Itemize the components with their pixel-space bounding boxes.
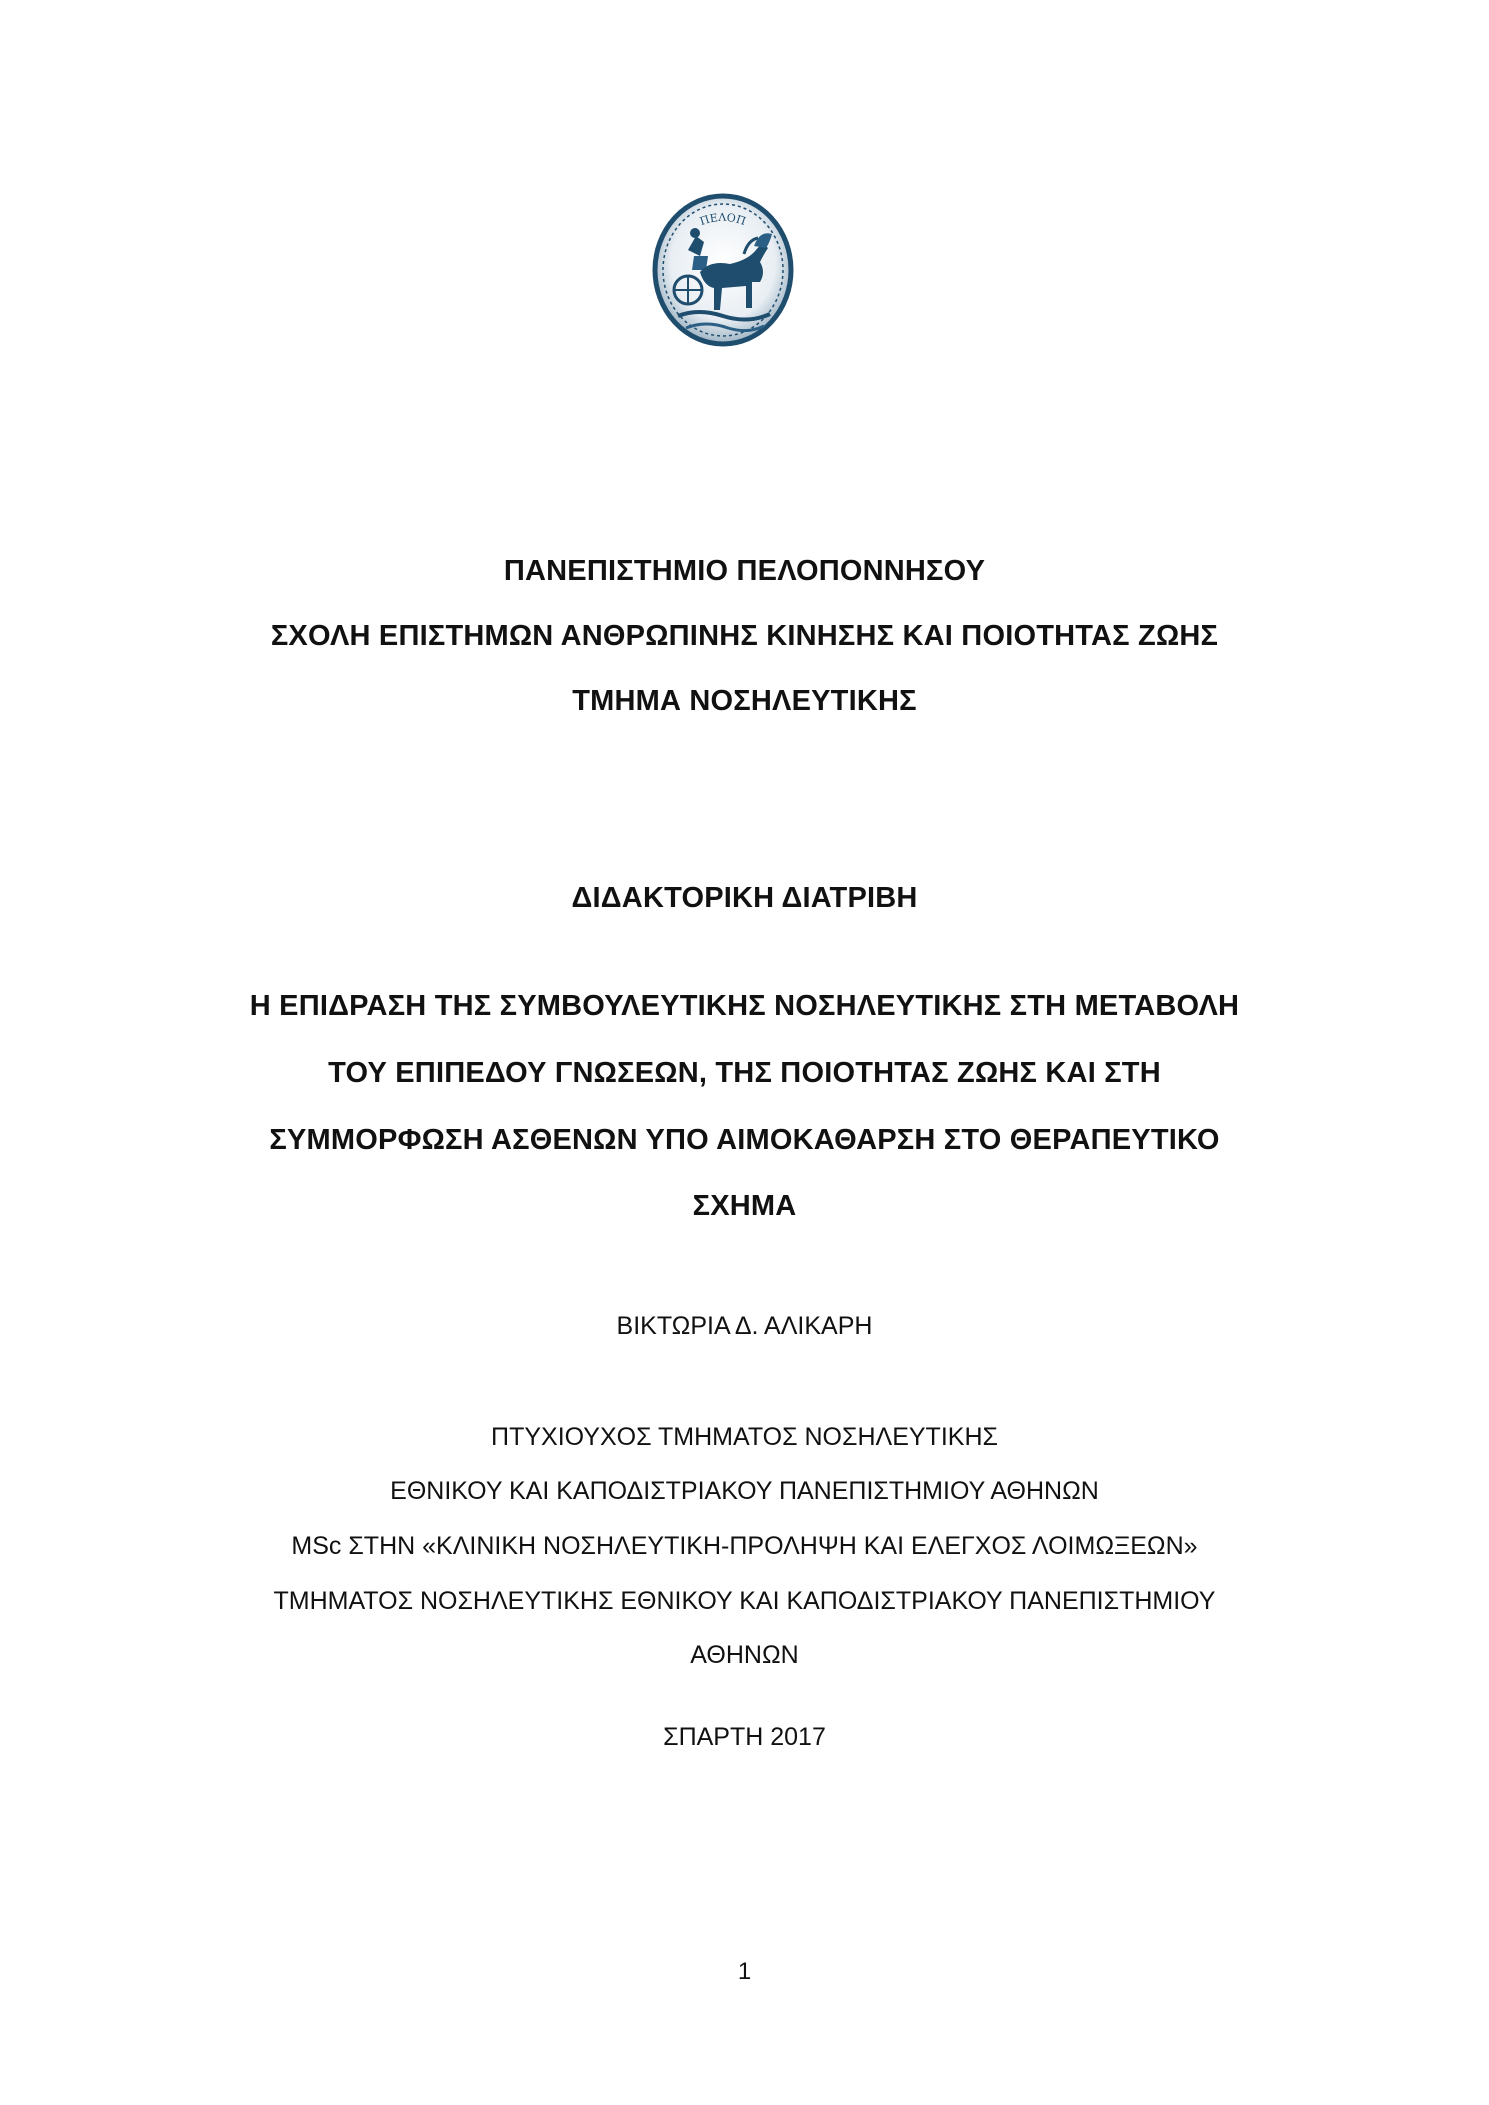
university-name: ΠΑΝΕΠΙΣΤΗΜΙΟ ΠΕΛΟΠΟΝΝΗΣΟΥ — [503, 555, 986, 587]
credential-line: ΕΘΝΙΚΟΥ ΚΑΙ ΚΑΠΟΔΙΣΤΡΙΑΚΟΥ ΠΑΝΕΠΙΣΤΗΜΙΟΥ ΑΘΗΝΩΝ — [390, 1477, 1099, 1505]
document-type: ΔΙΔΑΚΤΟΡΙΚΗ ΔΙΑΤΡΙΒΗ — [571, 882, 918, 914]
thesis-title-line: Η ΕΠΙΔΡΑΣΗ ΤΗΣ ΣΥΜΒΟΥΛΕΥΤΙΚΗΣ ΝΟΣΗΛΕΥΤΙΚΗΣ ΣΤΗ ΜΕΤΑΒΟΛΗ — [249, 990, 1240, 1022]
place-year: ΣΠΑΡΤΗ 2017 — [663, 1723, 826, 1751]
author-name: ΒΙΚΤΩΡΙΑ Δ. ΑΛΙΚΑΡΗ — [616, 1312, 873, 1340]
credential-line: MSc ΣΤΗΝ «ΚΛΙΝΙΚΗ ΝΟΣΗΛΕΥΤΙΚΗ-ΠΡΟΛΗΨΗ ΚΑΙ ΕΛΕΓΧΟΣ ΛΟΙΜΩΞΕΩΝ» — [291, 1532, 1198, 1560]
thesis-title-line: ΤΟΥ ΕΠΙΠΕΔΟΥ ΓΝΩΣΕΩΝ, ΤΗΣ ΠΟΙΟΤΗΤΑΣ ΖΩΗΣ ΚΑΙ ΣΤΗ — [328, 1057, 1161, 1089]
credential-line: ΑΘΗΝΩΝ — [690, 1641, 799, 1669]
svg-text:ΠΕΛΟΠ: ΠΕΛΟΠ — [698, 210, 748, 229]
credential-line: ΠΤΥΧΙΟΥΧΟΣ ΤΜΗΜΑΤΟΣ ΝΟΣΗΛΕΥΤΙΚΗΣ — [491, 1423, 998, 1451]
credential-line: ΤΜΗΜΑΤΟΣ ΝΟΣΗΛΕΥΤΙΚΗΣ ΕΘΝΙΚΟΥ ΚΑΙ ΚΑΠΟΔΙΣΤΡΙΑΚΟΥ ΠΑΝΕΠΙΣΤΗΜΙΟΥ — [273, 1587, 1216, 1615]
thesis-title-line: ΣΧΗΜΑ — [692, 1190, 797, 1222]
department-name: ΤΜΗΜΑ ΝΟΣΗΛΕΥΤΙΚΗΣ — [572, 685, 917, 717]
thesis-title-line: ΣΥΜΜΟΡΦΩΣΗ ΑΣΘΕΝΩΝ ΥΠΟ ΑΙΜΟΚΑΘΑΡΣΗ ΣΤΟ ΘΕΡΑΠΕΥΤΙΚΟ — [269, 1124, 1220, 1156]
university-seal-icon — [648, 190, 798, 350]
page-number: 1 — [737, 1958, 752, 1985]
school-name: ΣΧΟΛΗ ΕΠΙΣΤΗΜΩΝ ΑΝΘΡΩΠΙΝΗΣ ΚΙΝΗΣΗΣ ΚΑΙ ΠΟΙΟΤΗΤΑΣ ΖΩΗΣ — [270, 620, 1219, 652]
